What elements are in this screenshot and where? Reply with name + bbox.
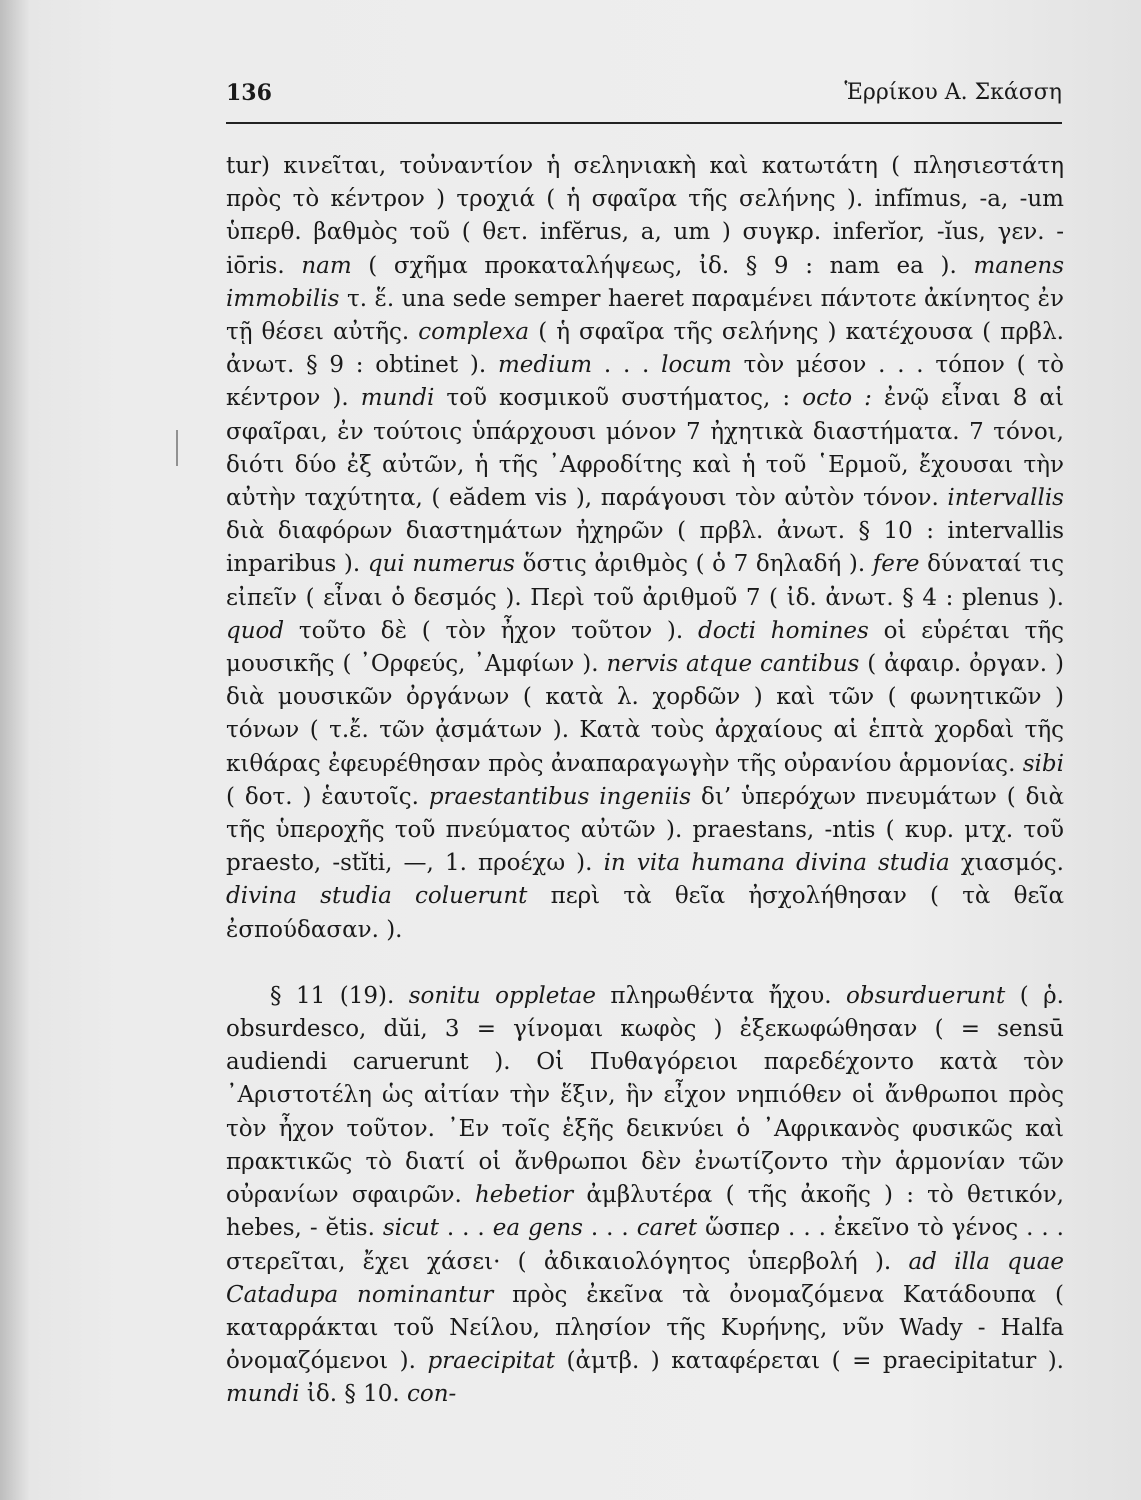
commentary-text: § 11 (19). (270, 982, 409, 1009)
latin-lemma: nervis atque cantibus (606, 651, 860, 678)
latin-lemma: medium (497, 352, 593, 379)
commentary-text: δι’ ὑπερόχων πνευμάτων ( διὰ τῆς ὑπεροχῆς τοῦ πνεύματος αὐτῶν ). praestans, -ntis ( κυρ. μτχ. τοῦ praesto, -stĭti, —, 1. προέχω ). (226, 783, 1065, 877)
commentary-text: ( δοτ. ) ἑαυτοῖς. (226, 783, 429, 810)
commentary-text: χιασμός. (949, 850, 1064, 877)
latin-lemma: divina studia coluerunt (226, 883, 528, 910)
commentary-text: τοῦτο δὲ ( τὸν ἦχον τοῦτον ). (284, 617, 698, 644)
margin-pencil-mark (176, 430, 178, 466)
latin-lemma: caret (636, 1215, 698, 1242)
commentary-text: . . . (582, 1215, 637, 1242)
commentary-text: πρὸς ἐκεῖνα τὰ ὀνομαζόμενα Κατάδουπα ( καταρράκται τοῦ Νείλου, πλησίον τῆς Κυρήνης, νῦν Wady - Halfa ὀνομαζόμενοι ). (226, 1281, 1064, 1375)
commentary-text: ἰδ. § 10. (299, 1381, 408, 1408)
commentary-text: ἀμβλυτέρα ( τῆς ἀκοῆς ) : τὸ θετικόν, hebes, - ĕtis. (226, 1182, 1064, 1242)
paragraph-commentary-2 (226, 980, 1064, 1412)
commentary-text: ὥσπερ . . . ἐκεῖνο τὸ γένος . . . στερεῖται, ἔχει χάσει· ( ἀδικαιολόγητος ὑπερβολή ). (226, 1215, 1064, 1275)
running-head: Ἑρρίκου Α. Σκάσση (844, 80, 1062, 105)
commentary-text: ἐνῷ εἶναι 8 αἱ σφαῖραι, ἐν τούτοις ὑπάρχουσι μόνον 7 ἠχητικὰ διαστήματα. 7 τόνοι, διότι δύο ἐξ αὐτῶν, ἡ τῆς ᾿Αφροδίτης καὶ ἡ τοῦ ῾Ερμοῦ, ἔχουσαι τὴν αὐτὴν ταχύτητα, ( eădem vis ), παράγουσι τὸν αὐτὸν τόνον. (226, 385, 1064, 512)
latin-lemma: quod (226, 617, 285, 644)
latin-lemma: docti homines (697, 617, 869, 644)
commentary-text: δύναταί τις εἰπεῖν ( εἶναι ὁ δεσμός ). Περὶ τοῦ ἀριθμοῦ 7 ( ἰδ. ἀνωτ. § 4 : plenus ). (226, 551, 1064, 611)
page-header (226, 78, 1062, 124)
latin-lemma: praecipitat (427, 1348, 556, 1375)
latin-lemma: ad illa quae Catadupa nominantur (226, 1248, 1064, 1308)
latin-lemma: praestantibus ingeniis (428, 783, 692, 810)
commentary-text: ( σχῆμα προκαταλήψεως, ἰδ. § 9 : nam ea ). (351, 252, 974, 279)
latin-lemma: sibi (1022, 750, 1064, 777)
latin-lemma: in vita humana divina studia (603, 850, 950, 877)
page-number: 136 (226, 80, 272, 106)
commentary-text: οἱ εὑρέται τῆς μουσικῆς ( ᾿Ορφεύς, ᾿Αμφίων ). (226, 617, 1065, 678)
latin-lemma: obsurduerunt (846, 982, 1006, 1009)
commentary-text: . . . (592, 352, 662, 379)
latin-lemma: fere (872, 551, 920, 578)
latin-lemma: hebetior (474, 1182, 574, 1209)
latin-lemma: sonitu oppletae (408, 982, 596, 1009)
commentary-text: tur) κινεῖται, τοὐναντίον ἡ σεληνιακὴ καὶ κατωτάτη ( πλησιεστάτη πρὸς τὸ κέντρον ) τροχιά ( ἡ σφαῖρα τῆς σελήνης ). infĭmus, -a, -um ὑπερθ. βαθμὸς τοῦ ( θετ. infĕrus, a, um ) συγκρ. inferĭor, -ĭus, γεν. -iōris. (226, 153, 1064, 279)
commentary-text: πληρωθέντα ἤχου. (595, 982, 846, 1009)
commentary-text: ὅστις ἀριθμὸς ( ὁ 7 δηλαδή ). (514, 551, 873, 578)
commentary-text: ( ἀφαιρ. ὀργαν. ) διὰ μουσικῶν ὀργάνων ( κατὰ λ. χορδῶν ) καὶ τῶν ( φωνητικῶν ) τόνων ( τ.ἔ. τῶν ᾀσμάτων ). Κατὰ τοὺς ἀρχαίους αἱ ἑπτὰ χορδαὶ τῆς κιθάρας ἐφευρέθησαν πρὸς ἀναπαραγωγὴν τῆς οὐρανίου ἁρμονίας. (226, 651, 1064, 777)
commentary-text: περὶ τὰ θεῖα ἠσχολήθησαν ( τὰ θεῖα ἐσπούδασαν. ). (226, 883, 1064, 943)
latin-lemma: mundi (226, 1381, 300, 1408)
latin-lemma: sicut (382, 1215, 439, 1242)
latin-lemma: locum (661, 352, 732, 379)
latin-lemma: ea gens (492, 1215, 583, 1242)
commentary-text: διὰ διαφόρων διαστημάτων ἠχηρῶν ( πρβλ. ἀνωτ. § 10 : intervallis inparibus ). (226, 518, 1064, 578)
latin-lemma: octo : (802, 385, 872, 412)
latin-lemma: qui numerus (367, 551, 515, 578)
latin-lemma: nam (301, 252, 352, 279)
latin-lemma: con- (407, 1381, 457, 1408)
commentary-text: τὸν μέσον . . . τόπον ( τὸ κέντρον ). (226, 352, 1064, 412)
body-text (226, 150, 1064, 1412)
commentary-text: ( ἡ σφαῖρα τῆς σελήνης ) κατέχουσα ( πρβλ. ἀνωτ. § 9 : obtinet ). (226, 319, 1064, 379)
latin-lemma: mundi (360, 385, 435, 412)
latin-lemma: complexa (418, 319, 530, 346)
paragraph-commentary-1 (226, 150, 1064, 947)
latin-lemma: intervallis (947, 485, 1064, 512)
commentary-text: ( ῥ. obsurdesco, dŭi, 3 = γίνομαι κωφὸς ) ἐξεκωφώθησαν ( = sensū audiendi caruerunt ). Οἱ Πυθαγόρειοι παρεδέχοντο κατὰ τὸν ᾿Αριστοτέλη ὡς αἰτίαν τὴν ἕξιν, ἣν εἶχον νηπιόθεν οἱ ἄνθρωποι πρὸς τὸν ἦχον τοῦτον. ᾿Εν τοῖς ἑξῆς δεικνύει ὁ ᾿Αφρικανὸς φυσικῶς καὶ πρακτικῶς τὸ διατί οἱ ἄνθρωποι δὲν ἐνωτίζοντο τὴν ἁρμονίαν τῶν οὐρανίων σφαιρῶν. (226, 982, 1064, 1209)
commentary-text: . . . (438, 1215, 493, 1242)
commentary-text: (ἀμτβ. ) καταφέρεται ( = praecipitatur ). (555, 1348, 1064, 1375)
commentary-text: τ. ἕ. una sede semper haeret παραμένει πάντοτε ἀκίνητος ἐν τῇ θέσει αὐτῆς. (226, 285, 1064, 346)
commentary-text: τοῦ κοσμικοῦ συστήματος, : (434, 385, 803, 412)
latin-lemma: manens immobilis (226, 252, 1064, 312)
